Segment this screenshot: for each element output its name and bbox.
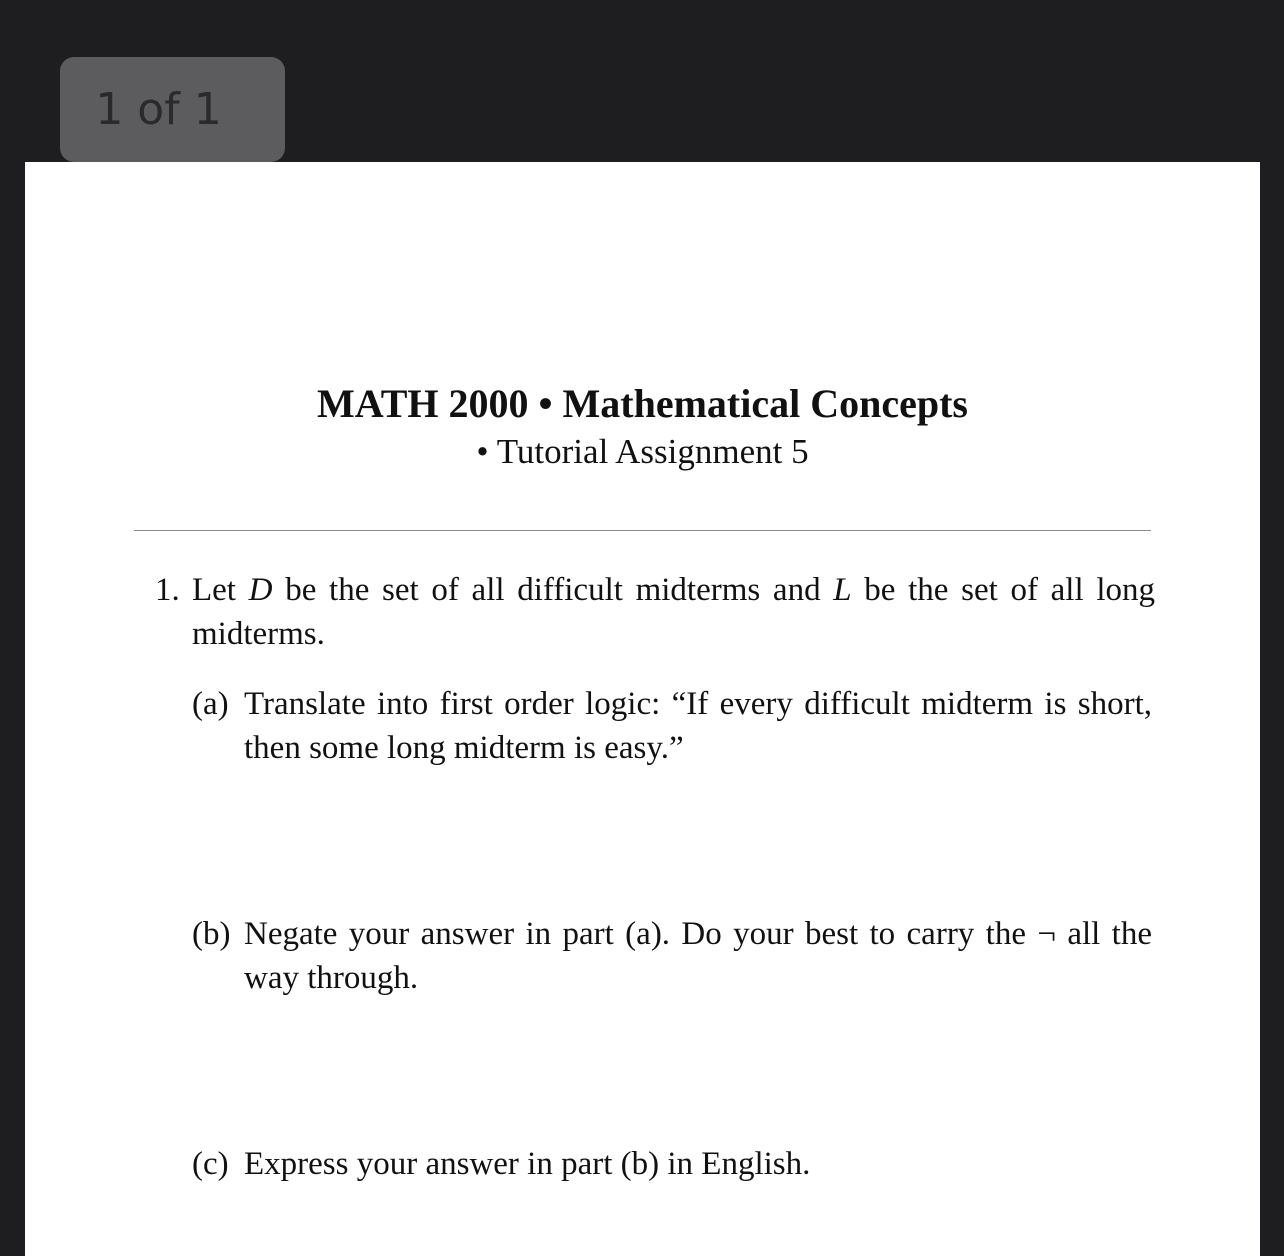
variable-d: D (248, 572, 273, 608)
problem-text-1: Let (192, 572, 249, 608)
page-counter-badge (60, 57, 285, 162)
problem-part-a (192, 682, 1152, 770)
part-text: Negate your answer in part (a). Do your best to carry the ¬ all the way through. (244, 916, 1152, 996)
part-text: Translate into first order logic: “If every difficult midterm is short, then some long midterm is easy.” (244, 686, 1152, 766)
part-label: (b) (192, 916, 231, 952)
part-label: (c) (192, 1146, 229, 1182)
problem-1 (155, 568, 1155, 656)
problem-text-3: be the set of all long midterms. (192, 572, 1155, 652)
document-subtitle: • Tutorial Assignment 5 (476, 432, 809, 471)
variable-l: L (833, 572, 852, 608)
page-counter-label: 1 of 1 (95, 84, 222, 135)
part-text: Express your answer in part (b) in English. (244, 1146, 811, 1182)
part-label: (a) (192, 686, 229, 722)
problem-text-2: be the set of all difficult midterms and (272, 572, 834, 608)
problem-part-b (192, 912, 1152, 1000)
horizontal-divider (134, 530, 1151, 531)
document-page (25, 162, 1260, 1256)
problem-part-c (192, 1142, 1152, 1186)
document-title: MATH 2000 • Mathematical Concepts (317, 381, 968, 426)
problem-statement (192, 568, 1155, 656)
problem-number: 1. (155, 572, 180, 608)
